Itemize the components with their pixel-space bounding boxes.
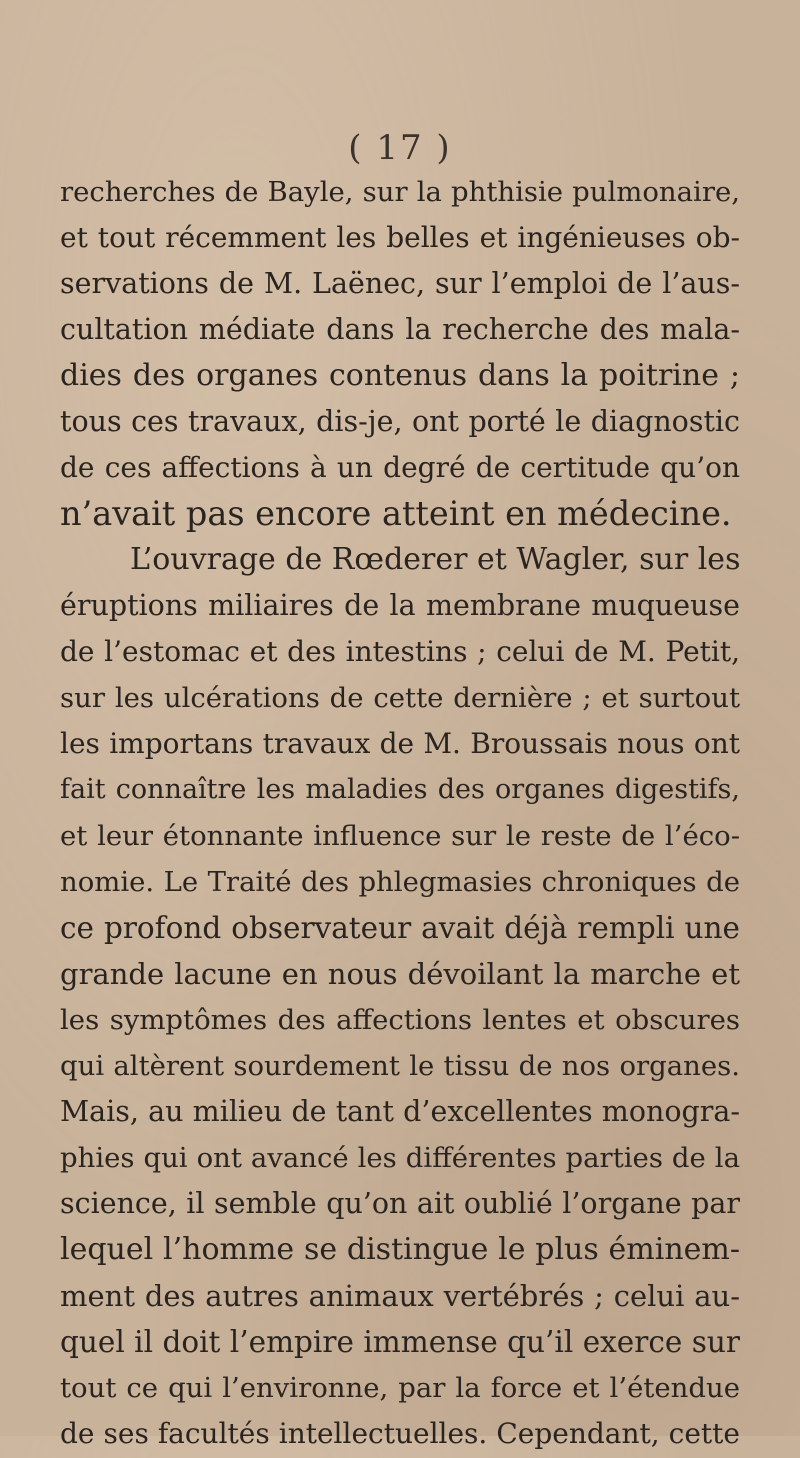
text-line: éruptions miliaires de la membrane muqueuse bbox=[60, 589, 740, 622]
text-line: grande lacune en nous dévoilant la marche et bbox=[60, 957, 740, 991]
text-line: qui altèrent sourdement le tissu de nos organes. bbox=[60, 1050, 740, 1082]
text-line: lequel l’homme se distingue le plus éminem- bbox=[60, 1232, 740, 1267]
text-line: sur les ulcérations de cette dernière ; et surtout bbox=[60, 682, 740, 714]
text-line: tous ces travaux, dis-je, ont porté le diagnostic bbox=[60, 405, 740, 438]
text-line: n’avait pas encore atteint en médecine. bbox=[60, 494, 732, 533]
text-line: dies des organes contenus dans la poitrine ; bbox=[60, 358, 740, 393]
text-line: de ses facultés intellectuelles. Cependant, cette bbox=[60, 1417, 740, 1450]
text-line: phies qui ont avancé les différentes parties de la bbox=[60, 1142, 740, 1174]
text-line: cultation médiate dans la recherche des mala- bbox=[60, 313, 740, 346]
text-line: ment des autres animaux vertébrés ; celui au- bbox=[60, 1279, 740, 1313]
text-line: et leur étonnante influence sur le reste de l’éco- bbox=[60, 820, 740, 852]
text-line: ce profond observateur avait déjà rempli une bbox=[60, 911, 740, 945]
text-line: Mais, au milieu de tant d’excellentes monogra- bbox=[60, 1095, 740, 1128]
text-line: tout ce qui l’environne, par la force et l’étendue bbox=[60, 1372, 740, 1404]
text-line: les importans travaux de M. Broussais nous ont bbox=[60, 727, 740, 760]
text-line: de l’estomac et des intestins ; celui de M. Petit, bbox=[60, 635, 740, 668]
text-line: quel il doit l’empire immense qu’il exerce sur bbox=[60, 1325, 740, 1359]
text-line: servations de M. Laënec, sur l’emploi de l’aus- bbox=[60, 267, 740, 300]
text-line: science, il semble qu’on ait oublié l’organe par bbox=[60, 1187, 740, 1220]
text-line: de ces affections à un degré de certitude qu’on bbox=[60, 451, 740, 484]
text-line: nomie. Le Traité des phlegmasies chroniques de bbox=[60, 866, 740, 898]
text-line: L’ouvrage de Rœderer et Wagler, sur les bbox=[130, 542, 741, 577]
text-line: recherches de Bayle, sur la phthisie pulmonaire, bbox=[60, 176, 740, 208]
text-line: les symptômes des affections lentes et obscures bbox=[60, 1004, 740, 1036]
page-number: ( 17 ) bbox=[348, 128, 452, 168]
text-line: fait connaître les maladies des organes digestifs, bbox=[60, 774, 740, 805]
text-line: et tout récemment les belles et ingénieuses ob- bbox=[60, 221, 740, 254]
